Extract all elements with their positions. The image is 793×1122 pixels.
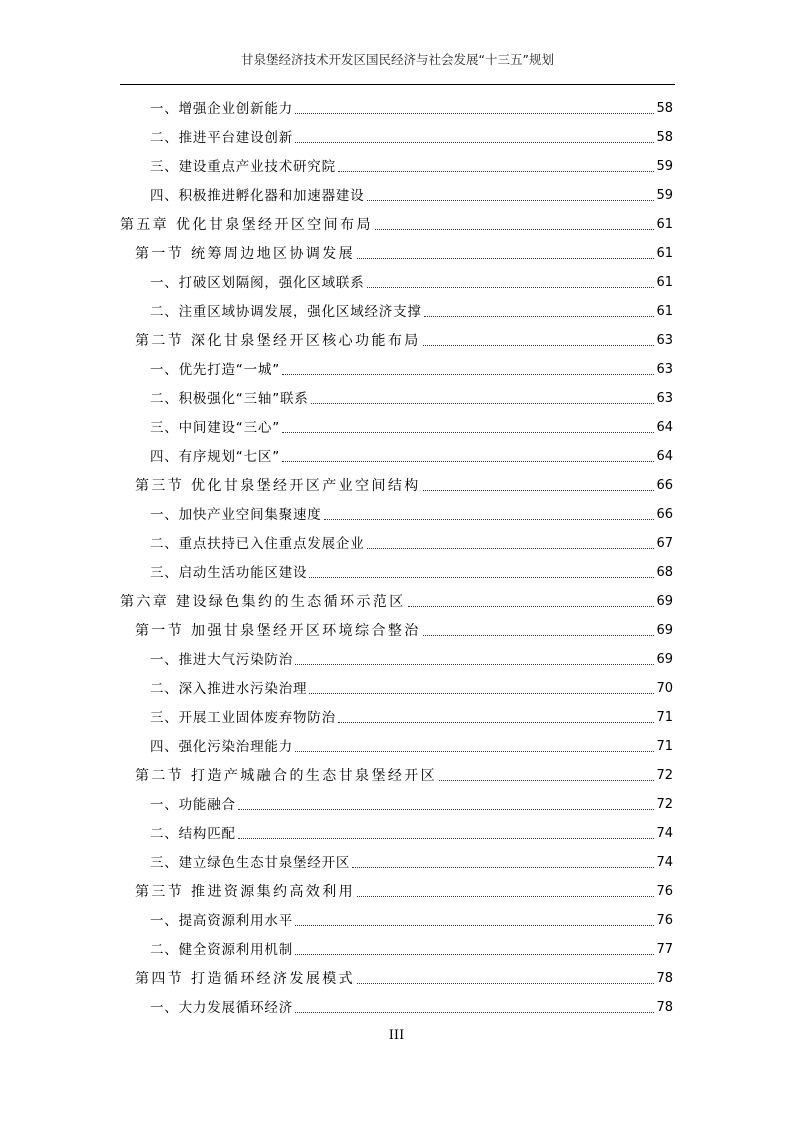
- toc-entry-page: 67: [656, 536, 673, 551]
- toc-dot-leader: [238, 838, 655, 839]
- toc-entry-title: 第二节 打造产城融合的生态甘泉堡经开区: [135, 768, 438, 784]
- toc-entry[interactable]: [135, 877, 673, 901]
- toc-entry-title: 二、推进平台建设创新: [150, 130, 293, 146]
- toc-entry[interactable]: [150, 413, 673, 437]
- toc-entry[interactable]: [150, 558, 673, 582]
- toc-entry-title: 一、大力发展循环经济: [150, 1000, 293, 1016]
- toc-dot-leader: [423, 635, 655, 636]
- toc-entry-title: 一、功能融合: [150, 797, 236, 813]
- toc-dot-leader: [439, 780, 654, 781]
- toc-entry-page: 61: [656, 304, 673, 319]
- toc-entry-title: 第五章 优化甘泉堡经开区空间布局: [120, 217, 373, 233]
- toc-dot-leader: [338, 171, 655, 172]
- toc-entry[interactable]: [150, 297, 673, 321]
- toc-entry[interactable]: [150, 529, 673, 553]
- toc-entry-title: 四、强化污染治理能力: [150, 739, 293, 755]
- toc-entry-page: 70: [656, 681, 673, 696]
- toc-entry-page: 78: [656, 1000, 673, 1015]
- toc-dot-leader: [295, 925, 654, 926]
- toc-entry[interactable]: [150, 123, 673, 147]
- toc-entry[interactable]: [150, 268, 673, 292]
- toc-entry[interactable]: [150, 790, 673, 814]
- toc-entry-page: 63: [656, 362, 673, 377]
- toc-entry-page: 59: [656, 188, 673, 203]
- toc-dot-leader: [295, 142, 654, 143]
- toc-dot-leader: [309, 577, 654, 578]
- toc-entry-title: 第一节 统筹周边地区协调发展: [135, 246, 356, 262]
- toc-entry[interactable]: [120, 210, 673, 234]
- toc-entry-page: 61: [656, 217, 673, 232]
- toc-entry-title: 第二节 深化甘泉堡经开区核心功能布局: [135, 333, 421, 349]
- toc-entry[interactable]: [150, 674, 673, 698]
- toc-entry[interactable]: [150, 94, 673, 118]
- toc-entry-page: 71: [656, 739, 673, 754]
- toc-dot-leader: [238, 809, 655, 810]
- toc-entry[interactable]: [150, 732, 673, 756]
- toc-dot-leader: [357, 896, 654, 897]
- toc-entry-page: 66: [656, 478, 673, 493]
- toc-entry-title: 第六章 建设绿色集约的生态循环示范区: [120, 594, 406, 610]
- toc-entry-title: 三、建立绿色生态甘泉堡经开区: [150, 855, 351, 871]
- toc-dot-leader: [367, 287, 655, 288]
- toc-dot-leader: [295, 113, 654, 114]
- toc-dot-leader: [295, 1012, 654, 1013]
- toc-entry[interactable]: [120, 587, 673, 611]
- toc-entry-page: 63: [656, 391, 673, 406]
- toc-entry-title: 三、开展工业固体废弃物防治: [150, 710, 336, 726]
- toc-entry-title: 四、有序规划“七区”: [150, 449, 280, 465]
- toc-entry-title: 第三节 优化甘泉堡经开区产业空间结构: [135, 478, 421, 494]
- toc-entry[interactable]: [135, 239, 673, 263]
- toc-entry[interactable]: [150, 181, 673, 205]
- toc-entry-title: 第三节 推进资源集约高效利用: [135, 884, 356, 900]
- header-rule: [120, 84, 675, 85]
- toc-entry-title: 一、打破区划隔阂，强化区域联系: [150, 275, 365, 291]
- toc-entry-page: 64: [656, 449, 673, 464]
- toc-dot-leader: [324, 519, 655, 520]
- toc-entry[interactable]: [150, 935, 673, 959]
- toc-entry-title: 二、深入推进水污染治理: [150, 681, 308, 697]
- toc-dot-leader: [423, 490, 655, 491]
- toc-entry-page: 72: [656, 768, 673, 783]
- toc-entry-title: 一、提高资源利用水平: [150, 913, 293, 929]
- toc-entry-page: 72: [656, 797, 673, 812]
- toc-dot-leader: [295, 751, 654, 752]
- toc-dot-leader: [423, 345, 655, 346]
- toc-entry-title: 一、推进大气污染防治: [150, 652, 293, 668]
- toc-entry-title: 第一节 加强甘泉堡经开区环境综合整治: [135, 623, 421, 639]
- toc-entry[interactable]: [150, 355, 673, 379]
- toc-entry-title: 第四节 打造循环经济发展模式: [135, 971, 356, 987]
- toc-dot-leader: [357, 983, 654, 984]
- page-number: III: [388, 1028, 405, 1043]
- toc-entry-page: 71: [656, 710, 673, 725]
- toc-entry-page: 76: [656, 913, 673, 928]
- toc-entry-page: 66: [656, 507, 673, 522]
- toc-entry-page: 61: [656, 275, 673, 290]
- toc-entry-title: 三、建设重点产业技术研究院: [150, 159, 336, 175]
- toc-entry-page: 58: [656, 101, 673, 116]
- toc-entry[interactable]: [135, 326, 673, 350]
- toc-entry-page: 76: [656, 884, 673, 899]
- toc-entry[interactable]: [150, 384, 673, 408]
- toc-entry-page: 59: [656, 159, 673, 174]
- toc-entry[interactable]: [150, 703, 673, 727]
- toc-dot-leader: [357, 258, 654, 259]
- toc-entry[interactable]: [135, 616, 673, 640]
- toc-entry[interactable]: [150, 500, 673, 524]
- toc-entry-page: 58: [656, 130, 673, 145]
- toc-entry-title: 四、积极推进孵化器和加速器建设: [150, 188, 365, 204]
- toc-entry-page: 69: [656, 623, 673, 638]
- toc-entry-page: 69: [656, 594, 673, 609]
- toc-entry[interactable]: [150, 645, 673, 669]
- toc-entry-page: 74: [656, 826, 673, 841]
- toc-entry-title: 三、中间建设“三心”: [150, 420, 280, 436]
- toc-entry-page: 63: [656, 333, 673, 348]
- toc-entry-page: 68: [656, 565, 673, 580]
- toc-entry-title: 一、加快产业空间集聚速度: [150, 507, 322, 523]
- toc-entry[interactable]: [150, 442, 673, 466]
- toc-dot-leader: [295, 664, 654, 665]
- toc-entry-page: 64: [656, 420, 673, 435]
- toc-entry-title: 一、增强企业创新能力: [150, 101, 293, 117]
- toc-dot-leader: [338, 722, 655, 723]
- toc-entry[interactable]: [150, 819, 673, 843]
- toc-entry-title: 三、启动生活功能区建设: [150, 565, 308, 581]
- toc-entry-title: 一、优先打造“一城”: [150, 362, 280, 378]
- toc-dot-leader: [352, 867, 654, 868]
- toc-entry[interactable]: [150, 906, 673, 930]
- toc-entry[interactable]: [150, 152, 673, 176]
- toc-dot-leader: [282, 374, 654, 375]
- toc-dot-leader: [282, 461, 654, 462]
- toc-entry-title: 二、注重区域协调发展，强化区域经济支撑: [150, 304, 422, 320]
- toc-dot-leader: [367, 548, 655, 549]
- toc-entry[interactable]: [150, 993, 673, 1017]
- toc-entry-title: 二、结构匹配: [150, 826, 236, 842]
- toc-entry[interactable]: [135, 471, 673, 495]
- toc-entry-title: 二、积极强化“三轴”联系: [150, 391, 309, 407]
- toc-dot-leader: [408, 606, 655, 607]
- toc-dot-leader: [295, 954, 654, 955]
- toc-dot-leader: [424, 316, 655, 317]
- toc-entry[interactable]: [135, 964, 673, 988]
- toc-dot-leader: [311, 403, 655, 404]
- toc-dot-leader: [375, 229, 655, 230]
- toc-dot-leader: [309, 693, 654, 694]
- toc-entry-page: 77: [656, 942, 673, 957]
- toc-entry-page: 61: [656, 246, 673, 261]
- page-header-title: 甘泉堡经济技术开发区国民经济与社会发展“十三五”规划: [241, 52, 554, 67]
- toc-entry[interactable]: [135, 761, 673, 785]
- toc-dot-leader: [367, 200, 655, 201]
- toc-entry-title: 二、健全资源利用机制: [150, 942, 293, 958]
- toc-entry-page: 74: [656, 855, 673, 870]
- toc-entry-page: 69: [656, 652, 673, 667]
- toc-entry-title: 二、重点扶持已入住重点发展企业: [150, 536, 365, 552]
- toc-entry-page: 78: [656, 971, 673, 986]
- toc-entry[interactable]: [150, 848, 673, 872]
- toc-dot-leader: [282, 432, 654, 433]
